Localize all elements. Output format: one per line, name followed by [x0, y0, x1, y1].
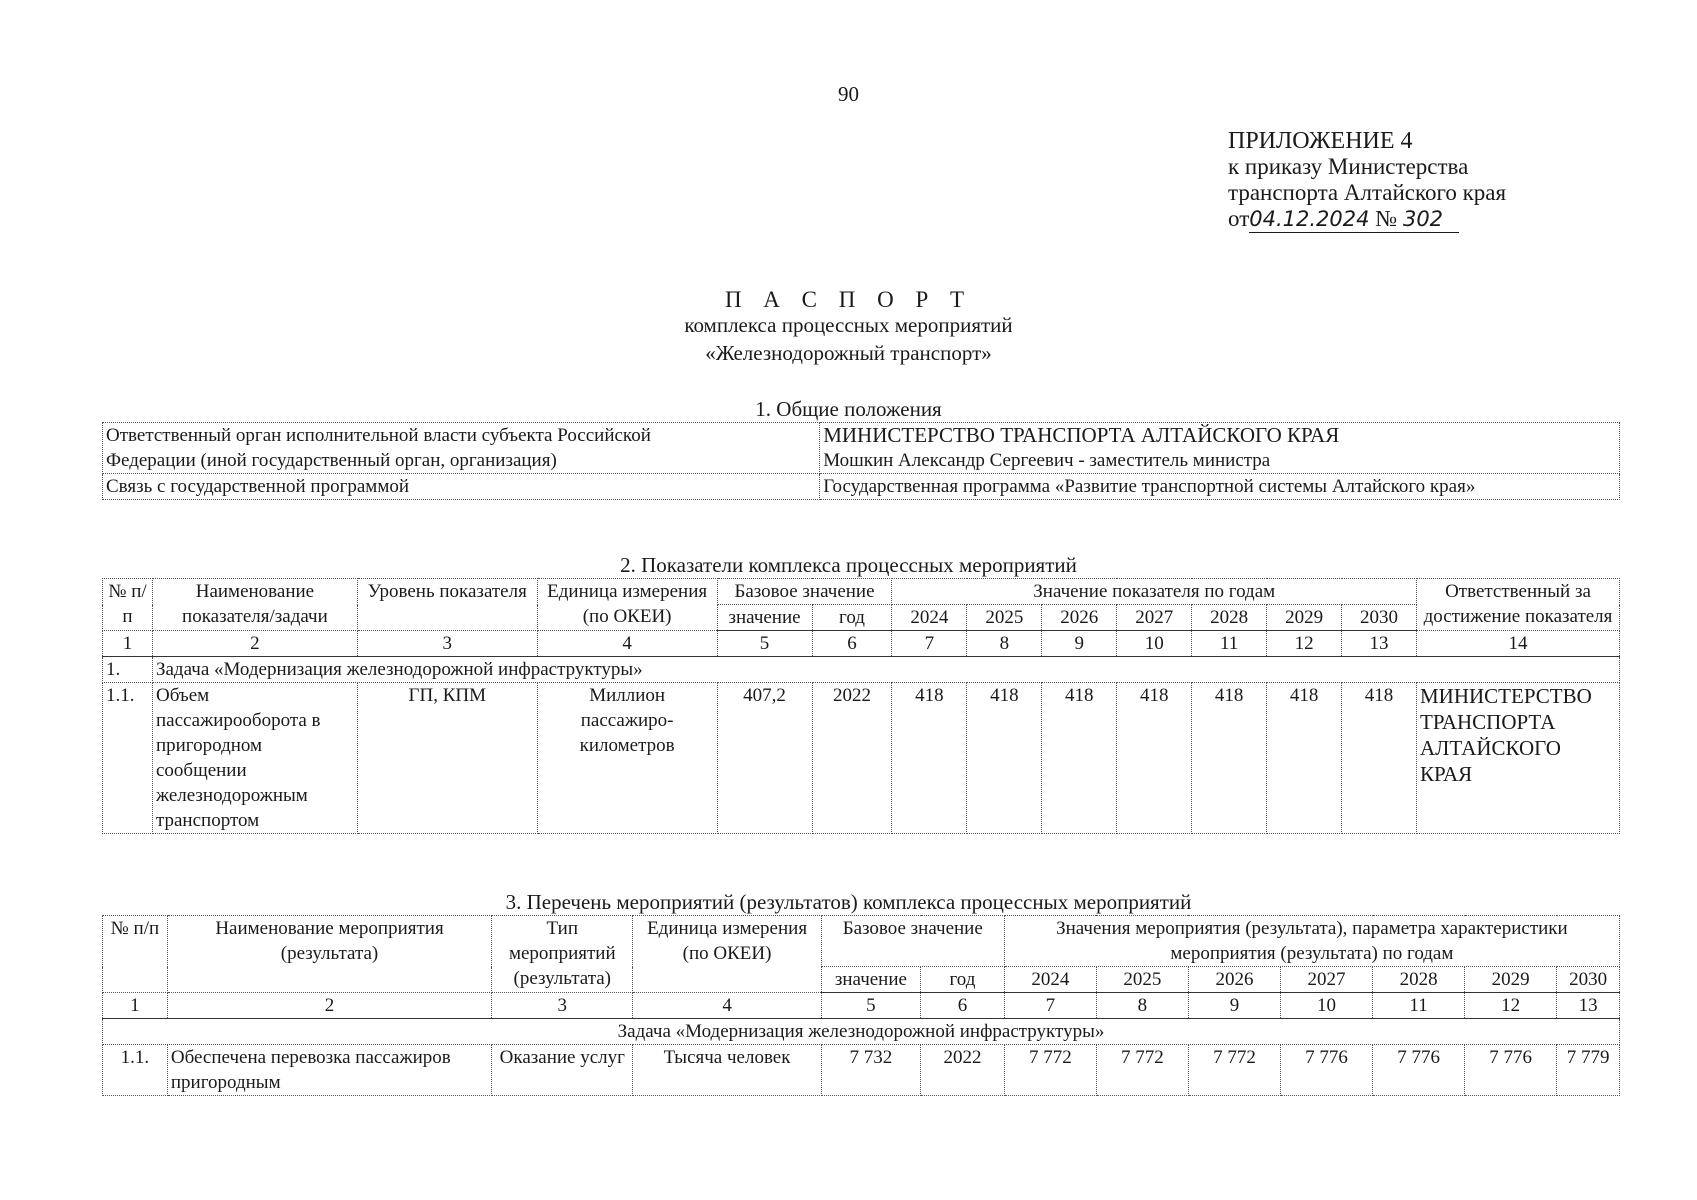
- indicator-name: Объем пассажирооборота в пригородном сообщении железнодорожным транспортом: [152, 683, 357, 834]
- appendix-block: [1228, 128, 1506, 233]
- header-cell: № п/п: [103, 579, 153, 631]
- column-number: 11: [1373, 993, 1465, 1019]
- header-cell: Наименование мероприятия (результата): [167, 916, 491, 993]
- column-number: 4: [633, 993, 821, 1019]
- year-value: 7 776: [1373, 1045, 1465, 1096]
- column-number: 2: [167, 993, 491, 1019]
- column-number: 13: [1342, 631, 1417, 657]
- table-cell: [103, 423, 820, 474]
- column-number: 1: [103, 993, 168, 1019]
- indicator-level: ГП, КПМ: [357, 683, 537, 834]
- year-value: 7 772: [1096, 1045, 1188, 1096]
- table-cell: Государственная программа «Развитие транспортной системы Алтайского края»: [820, 474, 1620, 500]
- header-cell: Значение показателя по годам: [892, 579, 1417, 605]
- document-title: П А С П О Р Т: [724, 287, 973, 312]
- year-header: 2024: [1004, 967, 1096, 993]
- base-year: 2022: [921, 1045, 1005, 1096]
- year-value: 418: [1042, 683, 1117, 834]
- table-row: [103, 1045, 1620, 1096]
- column-number: 5: [717, 631, 812, 657]
- column-number: 9: [1188, 993, 1280, 1019]
- header-row: [103, 579, 1620, 605]
- column-number: 13: [1557, 993, 1620, 1019]
- table-cell: [820, 423, 1620, 474]
- task-row: [103, 1019, 1620, 1045]
- year-header: 2028: [1373, 967, 1465, 993]
- year-header: 2030: [1342, 605, 1417, 631]
- page-number: 90: [838, 82, 859, 106]
- header-cell: Единица измерения (по ОКЕИ): [633, 916, 821, 993]
- header-cell: год: [812, 605, 892, 631]
- year-value: 418: [967, 683, 1042, 834]
- column-number: 3: [492, 993, 633, 1019]
- year-header: 2026: [1188, 967, 1280, 993]
- row-number: 1.1.: [103, 1045, 168, 1096]
- activity-unit: Тысяча человек: [633, 1045, 821, 1096]
- year-header: 2025: [1096, 967, 1188, 993]
- column-number: 9: [1042, 631, 1117, 657]
- indicator-unit: Миллион пассажиро-километров: [537, 683, 717, 834]
- column-number: 10: [1117, 631, 1192, 657]
- header-cell: Значения мероприятия (результата), параметра характеристики мероприятия (результата) по годам: [1004, 916, 1619, 967]
- header-cell: Наименование показателя/задачи: [152, 579, 357, 631]
- column-number: 2: [152, 631, 357, 657]
- column-number: 6: [812, 631, 892, 657]
- year-value: 7 772: [1188, 1045, 1280, 1096]
- column-number: 11: [1192, 631, 1267, 657]
- appendix-title: ПРИЛОЖЕНИЕ 4: [1228, 128, 1413, 154]
- order-reference: [1228, 206, 1506, 233]
- year-header: 2026: [1042, 605, 1117, 631]
- table-cell: Связь с государственной программой: [103, 474, 820, 500]
- from-label: от: [1228, 206, 1250, 231]
- column-number: 7: [1004, 993, 1096, 1019]
- year-value: 418: [1192, 683, 1267, 834]
- year-header: 2025: [967, 605, 1042, 631]
- header-cell: год: [921, 967, 1005, 993]
- column-number: 6: [921, 993, 1005, 1019]
- column-number: 3: [357, 631, 537, 657]
- cell-text: Федерации (иной государственный орган, организация): [106, 450, 557, 471]
- section-heading: 3. Перечень мероприятий (результатов) комплекса процессных мероприятий: [505, 890, 1192, 914]
- year-header: 2029: [1267, 605, 1342, 631]
- year-header: 2030: [1557, 967, 1620, 993]
- task-title: Задача «Модернизация железнодорожной инфраструктуры»: [152, 657, 1619, 683]
- table-row: [103, 474, 1620, 500]
- cell-text: Ответственный орган исполнительной власти субъекта Российской: [106, 425, 651, 446]
- header-cell: № п/п: [103, 916, 168, 993]
- appendix-line: к приказу Министерства: [1228, 154, 1469, 179]
- year-value: 7 779: [1557, 1045, 1620, 1096]
- year-value: 418: [1117, 683, 1192, 834]
- year-value: 418: [1267, 683, 1342, 834]
- header-cell: Тип мероприятий (результата): [492, 916, 633, 993]
- order-number: 302: [1402, 207, 1444, 231]
- year-header: 2027: [1280, 967, 1372, 993]
- base-value: 407,2: [717, 683, 812, 834]
- column-number: 8: [967, 631, 1042, 657]
- task-row: [103, 657, 1620, 683]
- column-number: 7: [892, 631, 967, 657]
- task-title: Задача «Модернизация железнодорожной инфраструктуры»: [103, 1019, 1620, 1045]
- year-value: 7 776: [1465, 1045, 1557, 1096]
- year-header: 2028: [1192, 605, 1267, 631]
- year-header: 2029: [1465, 967, 1557, 993]
- header-cell: Базовое значение: [717, 579, 892, 605]
- column-number: 10: [1280, 993, 1372, 1019]
- header-cell: значение: [717, 605, 812, 631]
- header-cell: Базовое значение: [821, 916, 1004, 967]
- column-number-row: [103, 631, 1620, 657]
- responsible-body: МИНИСТЕРСТВО ТРАНСПОРТА АЛТАЙСКОГО КРАЯ: [1417, 683, 1620, 834]
- activity-name: Обеспечена перевозка пассажиров пригородным: [167, 1045, 491, 1096]
- table-row: [103, 683, 1620, 834]
- number-label: №: [1375, 206, 1398, 231]
- activities-table: [102, 915, 1620, 1096]
- column-number: 4: [537, 631, 717, 657]
- year-value: 418: [1342, 683, 1417, 834]
- year-value: 7 772: [1004, 1045, 1096, 1096]
- cell-text: МИНИСТЕРСТВО ТРАНСПОРТА АЛТАЙСКОГО КРАЯ: [823, 423, 1340, 447]
- indicators-table: [102, 578, 1620, 834]
- header-row: [103, 916, 1620, 967]
- appendix-line: транспорта Алтайского края: [1228, 180, 1507, 205]
- general-provisions-table: [102, 422, 1620, 500]
- section-heading: 2. Показатели комплекса процессных мероприятий: [620, 553, 1077, 577]
- column-number: 8: [1096, 993, 1188, 1019]
- base-year: 2022: [812, 683, 892, 834]
- header-cell: Уровень показателя: [357, 579, 537, 631]
- base-value: 7 732: [821, 1045, 920, 1096]
- header-cell: Единица измерения (по ОКЕИ): [537, 579, 717, 631]
- year-header: 2024: [892, 605, 967, 631]
- column-number: 1: [103, 631, 153, 657]
- year-value: 418: [892, 683, 967, 834]
- order-date: 04.12.2024: [1249, 207, 1370, 231]
- year-header: 2027: [1117, 605, 1192, 631]
- row-number: 1.1.: [103, 683, 153, 834]
- section-heading: 1. Общие положения: [755, 397, 942, 421]
- column-number-row: [103, 993, 1620, 1019]
- header-cell: Ответственный за достижение показателя: [1417, 579, 1620, 631]
- column-number: 14: [1417, 631, 1620, 657]
- activity-type: Оказание услуг: [492, 1045, 633, 1096]
- column-number: 5: [821, 993, 920, 1019]
- year-value: 7 776: [1280, 1045, 1372, 1096]
- cell-text: Мошкин Александр Сергеевич - заместитель министра: [823, 450, 1271, 471]
- task-number: 1.: [103, 657, 153, 683]
- document-subtitle: «Железнодорожный транспорт»: [705, 341, 992, 365]
- header-cell: значение: [821, 967, 920, 993]
- document-subtitle: комплекса процессных мероприятий: [684, 313, 1013, 337]
- column-number: 12: [1465, 993, 1557, 1019]
- column-number: 12: [1267, 631, 1342, 657]
- table-row: [103, 423, 1620, 474]
